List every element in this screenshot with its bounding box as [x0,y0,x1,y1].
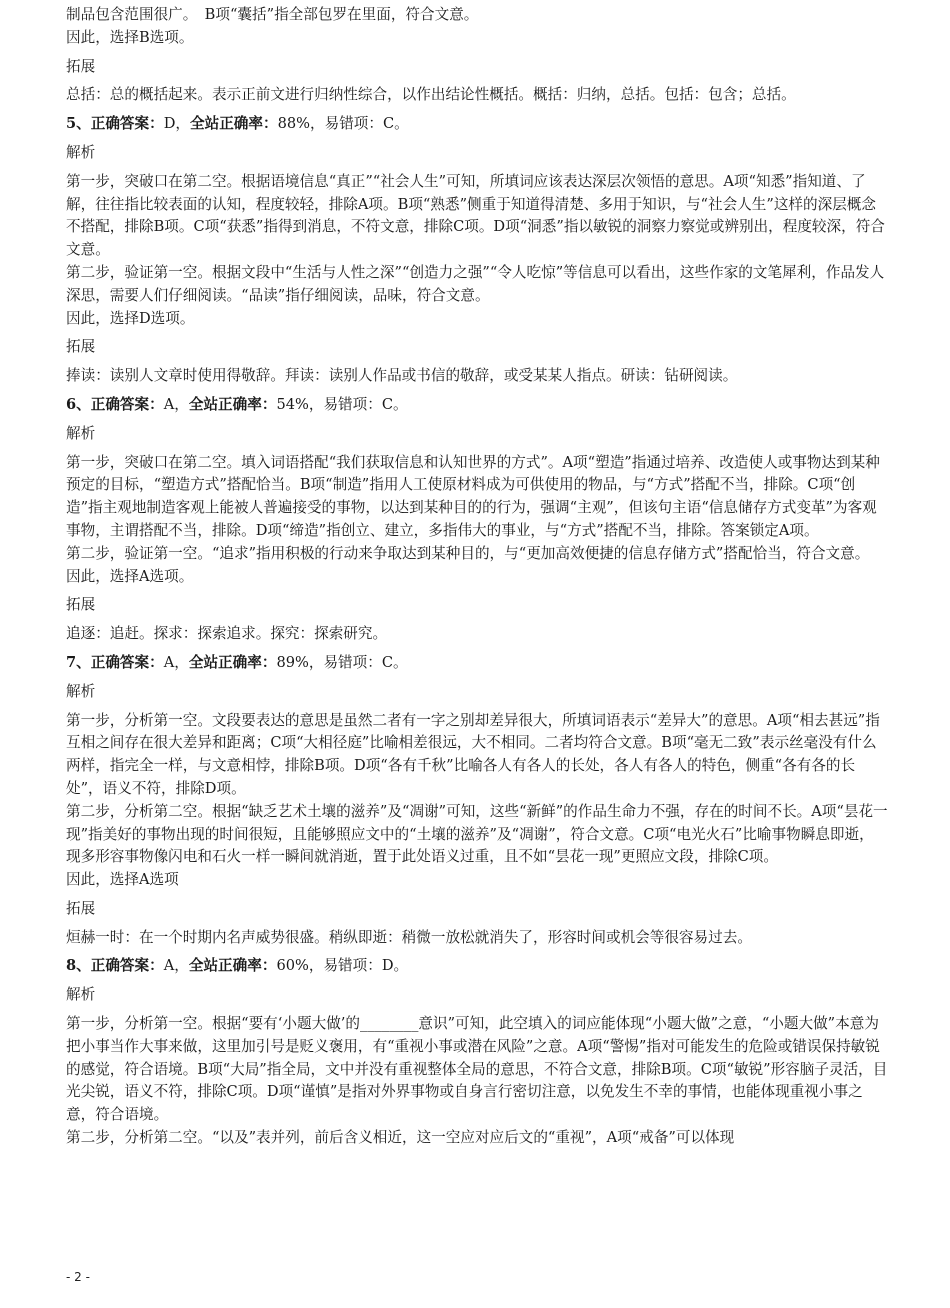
q5-answer-label: 5、正确答案： [66,115,164,133]
intro-conclusion: 因此，选择B选项。 [66,28,194,46]
q6-answer-header [66,394,888,417]
q6-answer-value: A， [163,395,189,413]
q7-answer-value: A， [163,653,189,671]
q8-answer-label: 8、正确答案： [66,957,164,975]
q6-extend-text: 追逐：追赶。探求：探索追求。探究：探索研究。 [66,625,388,643]
q5-step2: 第二步，验证第一空。根据文段中“生活与人性之深”“创造力之强”“令人吃惊”等信息可以看出，这些作家的文笔犀利，作品发人深思，需要人们仔细阅读。“品读”指仔细阅读，品味，符合文意。 [66,263,885,304]
q7-rate-value: 89%，易错项：C。 [276,653,408,671]
q8-step1: 第一步，分析第一空。根据“要有‘小题大做’的________意识”可知，此空填入的词应能体现“小题大做”之意，“小题大做”本意为把小事当作大事来做，这里加引号是贬义褒用，有“重视小事或潜在风险”之意。A项“警惕”指对可能发生的危险或错误保持敏锐的感觉，符合语境。B项“大局”指全局，文中并没有重视整体全局的意思，不符合文意，排除B项。C项“敏锐”形容脑子灵活，目光尖锐，语义不符，排除C项。D项“谨慎”是指对外界事物或自身言行密切注意，以免发生不幸的事情，也能体现重视小事之意，符合语境。 [66,1015,888,1124]
q5-analysis-label: 解析 [66,143,96,161]
q7-conclusion: 因此，选择A选项 [66,871,179,889]
q7-step2: 第二步，分析第二空。根据“缺乏艺术土壤的滋养”及“凋谢”可知，这些“新鲜”的作品生命力不强，存在的时间不长。A项“昙花一现”指美好的事物出现的时间很短，且能够照应文中的“土壤的滋养”及“凋谢”，符合文意。C项“电光火石”比喻事物瞬息即逝，现多形容事物像闪电和石火一样一瞬间就消逝，置于此处语义过重，且不如“昙花一现”更照应文段，排除C项。 [66,802,888,866]
q8-rate-label: 全站正确率： [188,957,277,975]
q7-extend-text: 烜赫一时：在一个时期内名声威势很盛。稍纵即逝：稍微一放松就消失了，形容时间或机会等很容易过去。 [66,928,752,946]
q8-answer-value: A， [163,957,189,975]
q5-extend-text: 捧读：读别人文章时使用得敬辞。拜读：读别人作品或书信的敬辞，或受某某人指点。研读：钻研阅读。 [66,367,738,385]
intro-extend-text: 总括：总的概括起来。表示正前文进行归纳性综合，以作出结论性概括。概括：归纳，总括。包括：包含；总括。 [66,86,796,104]
q5-conclusion: 因此，选择D选项。 [66,309,195,327]
q8-rate-value: 60%，易错项：D。 [276,957,409,975]
intro-extend-label: 拓展 [66,57,96,75]
q7-rate-label: 全站正确率： [188,653,277,671]
q6-answer-label: 6、正确答案： [66,395,164,413]
q6-step2: 第二步，验证第一空。“追求”指用积极的行动来争取达到某种目的，与“更加高效便捷的信息存储方式”搭配恰当，符合文意。 [66,544,870,562]
q7-analysis-label: 解析 [66,682,96,700]
q6-analysis-label: 解析 [66,424,96,442]
q5-rate-label: 全站正确率： [190,115,278,133]
q6-conclusion: 因此，选择A选项。 [66,567,194,585]
q6-step1: 第一步，突破口在第二空。填入词语搭配“我们获取信息和认知世界的方式”。A项“塑造”指通过培养、改造使人或事物达到某种预定的目标，“塑造方式”搭配恰当。B项“制造”指用人工使原材料成为可供使用的物品，与“方式”搭配不当，排除。C项“创造”指主观地制造客观上能被人普遍接受的事物，以达到某种目的的行为，强调“主观”，但该句主语“信息储存方式变革”为客观事物，主谓搭配不当，排除。D项“缔造”指创立、建立，多指伟大的事业，与“方式”搭配不当，排除。答案锁定A项。 [66,453,880,539]
q8-analysis-label: 解析 [66,986,96,1004]
q5-answer-header [66,113,888,136]
q6-rate-label: 全站正确率： [188,395,277,413]
intro-line: 制品包含范围很广。 B项“囊括”指全部包罗在里面，符合文意。 [66,6,479,23]
page-number: - 2 - [66,1270,90,1284]
q7-step1: 第一步，分析第一空。文段要表达的意思是虽然二者有一字之别却差异很大，所填词语表示“差异大”的意思。A项“相去甚远”指互相之间存在很大差异和距离；C项“大相径庭”比喻相差很远，大不相同。二者均符合文意。B项“毫无二致”表示丝毫没有什么两样，指完全一样，与文意相悖，排除B项。D项“各有千秋”比喻各人有各人的长处，各人有各人的特色，侧重“各有各的长处”，语义不符，排除D项。 [66,711,880,797]
q7-extend-label: 拓展 [66,899,96,917]
q5-step1: 第一步，突破口在第二空。根据语境信息“真正”“社会人生”可知，所填词应该表达深层次领悟的意思。A项“知悉”指知道、了解，往往指比较表面的认知，程度较轻，排除A项。B项“熟悉”侧重于知道得清楚、多用于知识，与“社会人生”这样的深层概念不搭配，排除B项。C项“获悉”指得到消息，不符文意，排除C项。D项“洞悉”指以敏锐的洞察力察觉或辨别出，程度较深，符合文意。 [66,172,885,259]
q7-answer-label: 7、正确答案： [66,653,164,671]
q7-answer-header [66,652,888,675]
q8-step2: 第二步，分析第二空。“以及”表并列，前后含义相近，这一空应对应后文的“重视”，A项“戒备”可以体现 [66,1129,735,1147]
q5-extend-label: 拓展 [66,338,96,356]
q5-answer-value: D， [163,115,191,133]
document-page [66,4,888,1150]
q6-extend-label: 拓展 [66,596,96,614]
q8-answer-header [66,955,888,978]
q5-rate-value: 88%，易错项：C。 [277,115,409,133]
q6-rate-value: 54%，易错项：C。 [276,395,408,413]
